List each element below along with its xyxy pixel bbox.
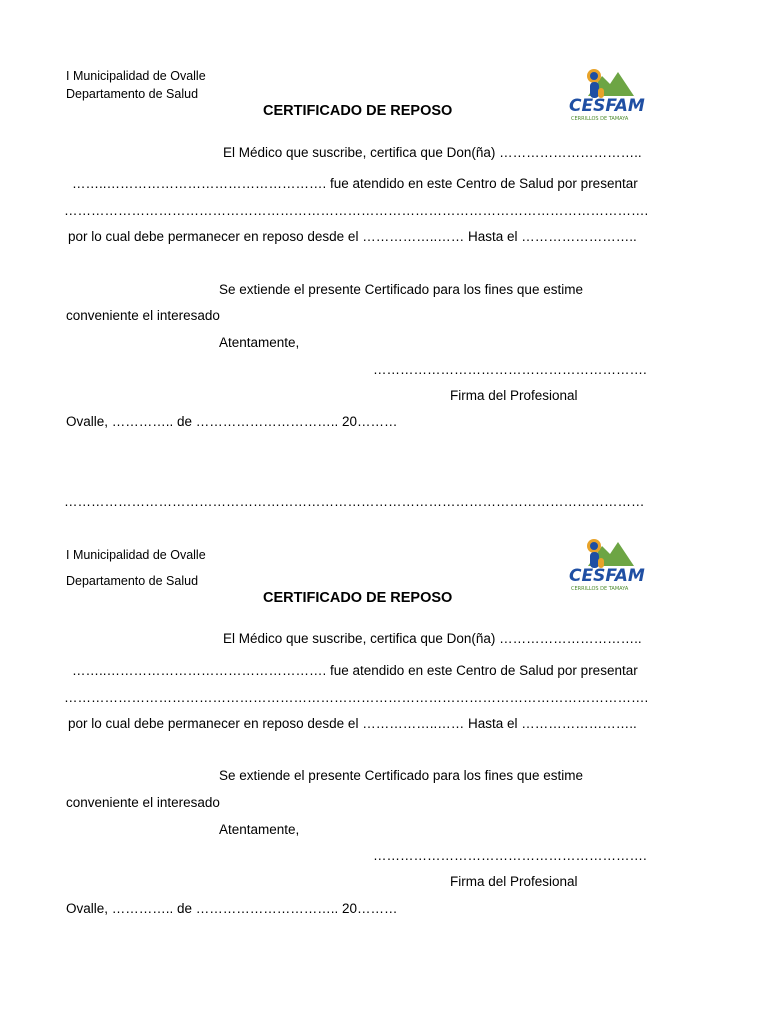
logo-text: CESFAM [569,566,645,586]
certificate-title: CERTIFICADO DE REPOSO [263,590,453,606]
signature-label: Firma del Profesional [450,388,578,403]
logo-subtext: CERRILLOS DE TAMAYA [571,586,629,592]
signature-label: Firma del Profesional [450,874,578,889]
date-line: Ovalle, ………….. de ………………………….. 20……… [66,901,398,916]
logo-text: CESFAM [569,96,645,116]
rest-period-line: por lo cual debe permanecer en reposo desde el ……………..…… Hasta el …………………….. [68,229,637,244]
signature-blank-line: ……………………………………………………. [373,848,647,863]
cesfam-logo [568,66,645,124]
cesfam-logo [568,536,645,594]
interested-line: conveniente el interesado [66,308,220,323]
department-label: Departamento de Salud [66,87,199,101]
cut-separator: ………………………………………………………………………………………………………………… [64,494,645,509]
certify-line: El Médico que suscribe, certifica que Don(ña) ………………………….. [223,145,642,160]
closing-line: Atentamente, [219,822,300,837]
rest-period-line: por lo cual debe permanecer en reposo desde el ……………..…… Hasta el …………………….. [68,716,637,731]
purpose-line: Se extiende el presente Certificado para los fines que estime [219,768,583,783]
department-label: Departamento de Salud [66,574,199,588]
certify-line: El Médico que suscribe, certifica que Don(ña) ………………………….. [223,631,642,646]
date-line: Ovalle, ………….. de ………………………….. 20……… [66,414,398,429]
signature-blank-line: ……………………………………………………. [373,362,647,377]
closing-line: Atentamente, [219,335,300,350]
attended-line: ……..…………………………………………. fue atendido en este Centro de Salud por presentar [72,663,638,678]
diagnosis-blank-line: …………………………………………………………………………………………………………………. [64,690,649,705]
interested-line: conveniente el interesado [66,795,220,810]
municipality-label: I Municipalidad de Ovalle [66,69,206,83]
logo-subtext: CERRILLOS DE TAMAYA [571,116,629,122]
attended-line: ……..…………………………………………. fue atendido en este Centro de Salud por presentar [72,176,638,191]
municipality-label: I Municipalidad de Ovalle [66,548,206,562]
certificate-title: CERTIFICADO DE REPOSO [263,103,453,119]
purpose-line: Se extiende el presente Certificado para los fines que estime [219,282,583,297]
diagnosis-blank-line: …………………………………………………………………………………………………………………. [64,203,649,218]
